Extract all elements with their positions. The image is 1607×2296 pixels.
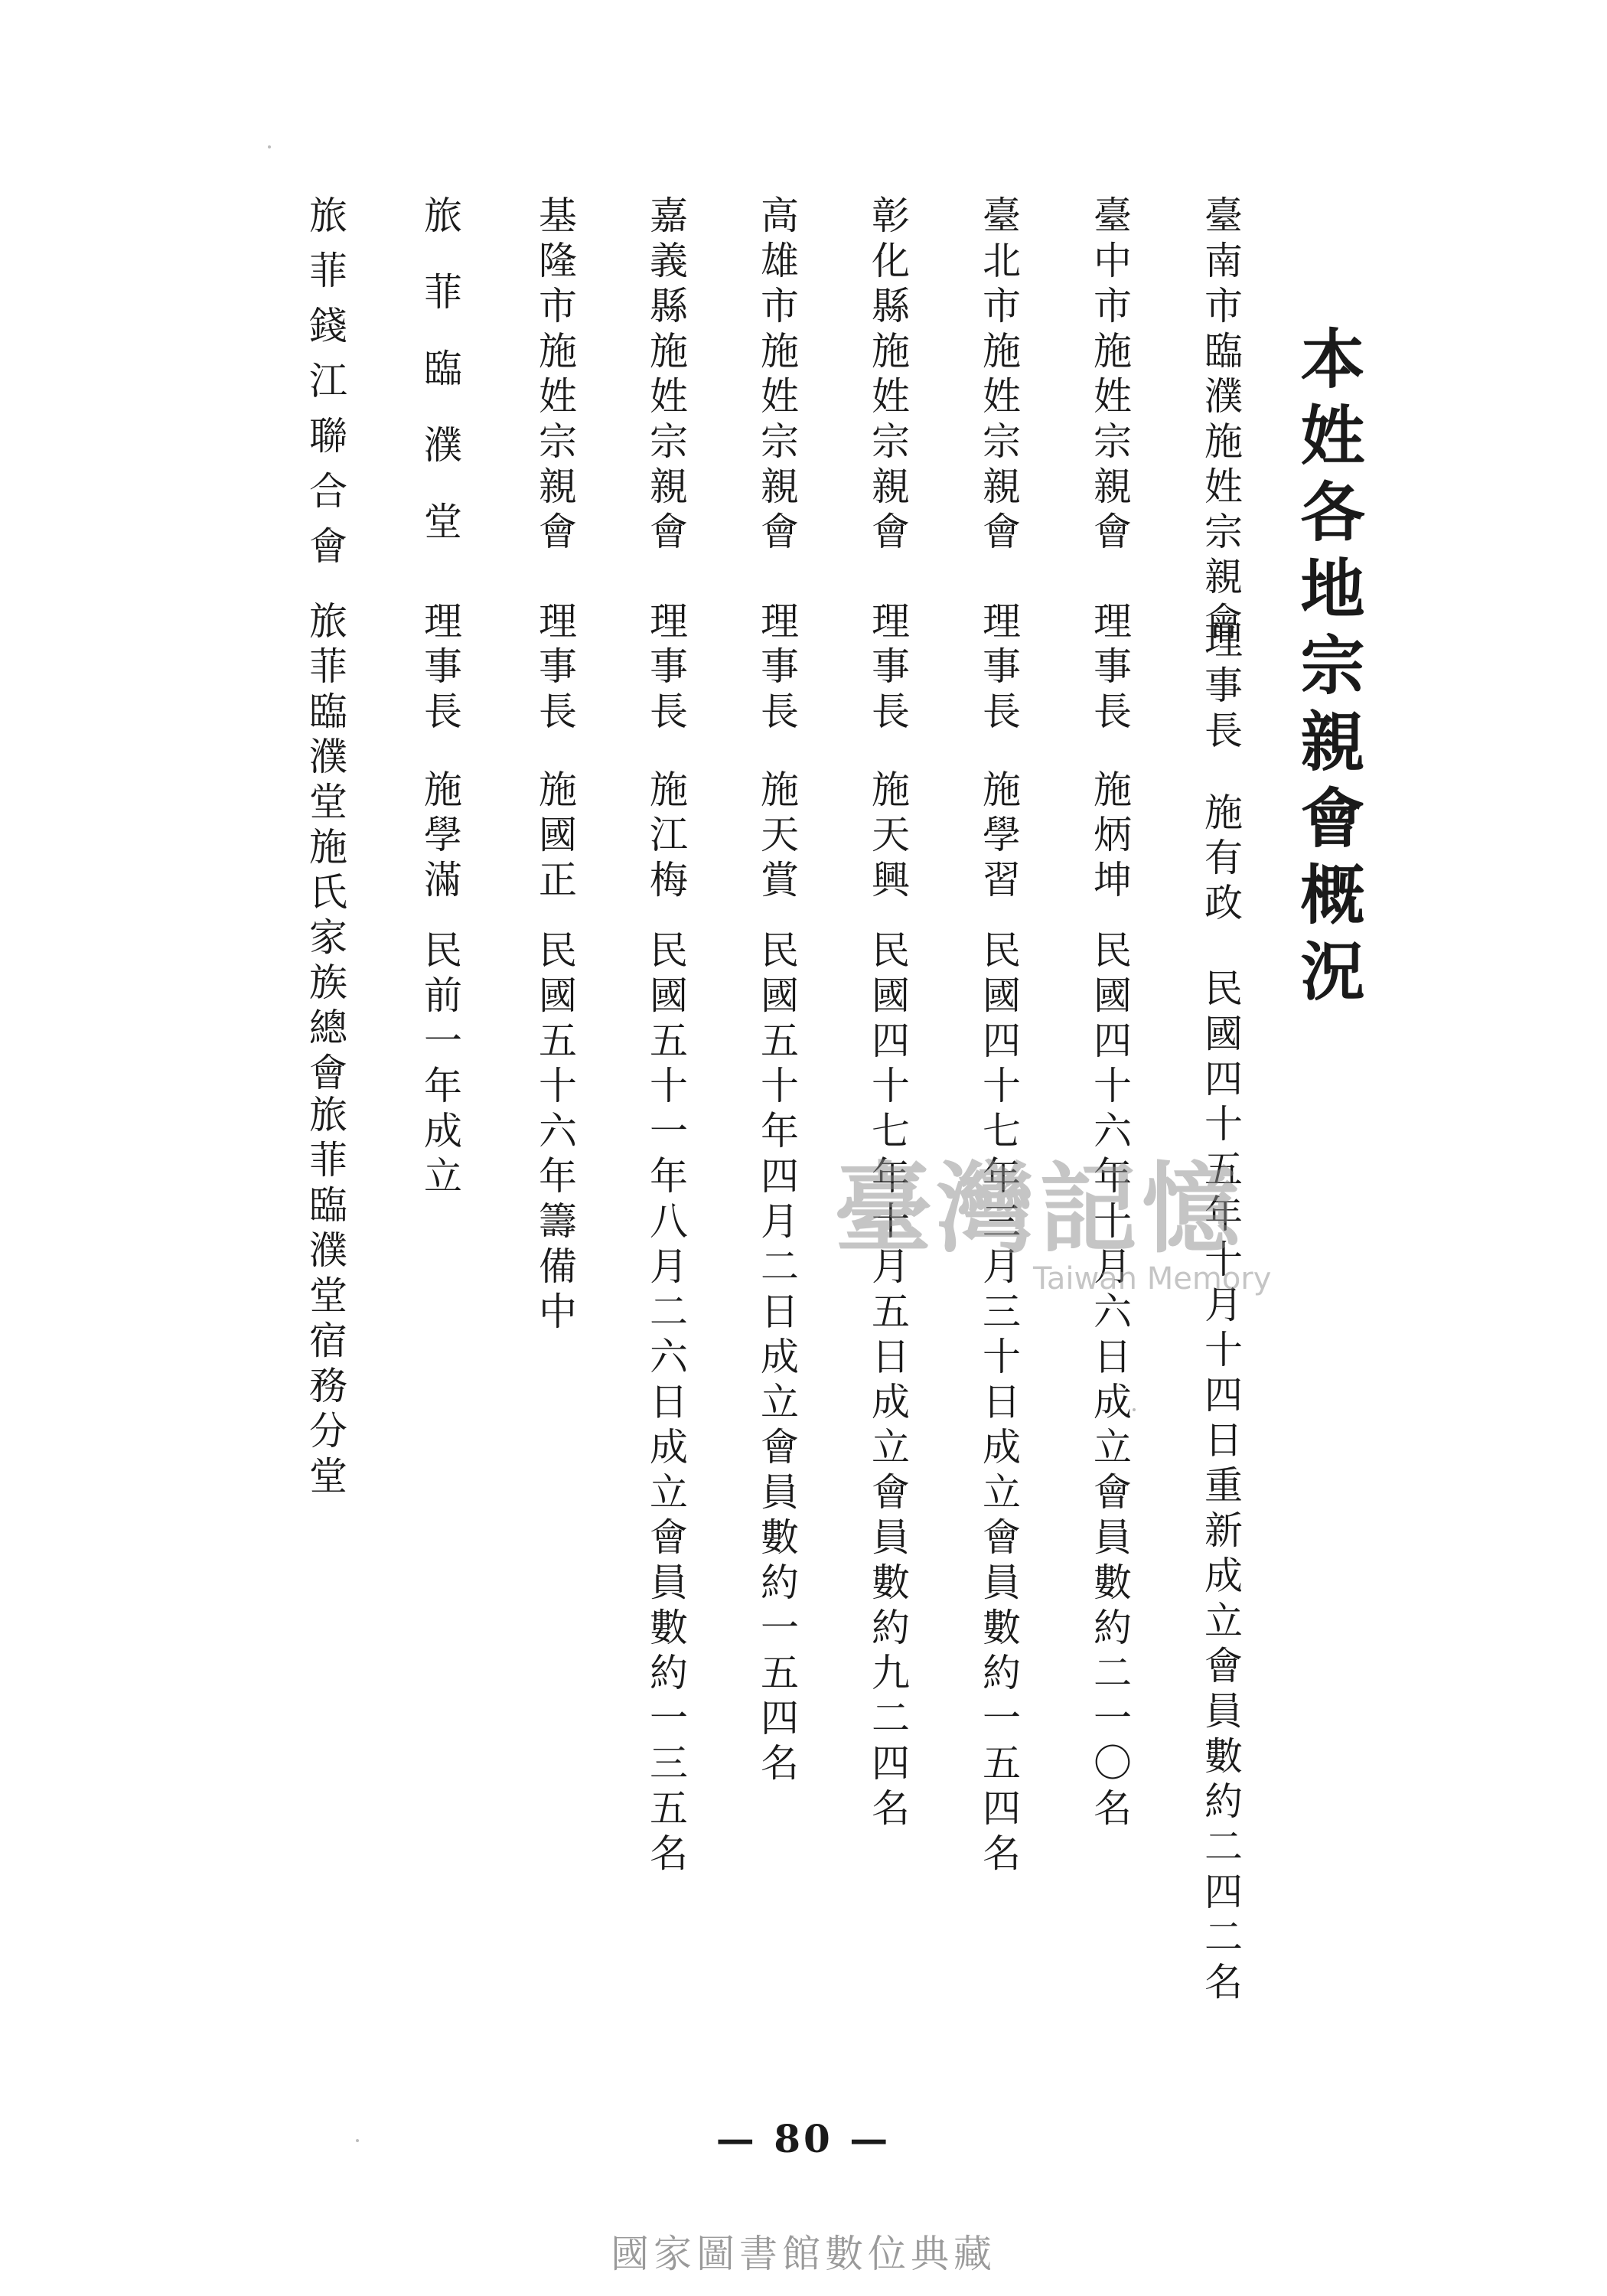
chairman-name: 施有政 — [1198, 792, 1243, 928]
role-label: 理事長 — [644, 601, 688, 736]
association-name: 彰化縣施姓宗親會 — [865, 195, 910, 556]
role-label: 理事長 — [533, 601, 577, 736]
scan-speck — [1133, 1408, 1136, 1411]
association-name: 基隆市施姓宗親會 — [533, 195, 577, 556]
association-detail: 民國五十年四月二日成立會員數約一五四名 — [755, 930, 799, 1788]
list-item — [302, 195, 348, 2078]
watermark-chinese: 臺灣記憶 — [834, 1152, 1245, 1267]
chairman-name: 施國正 — [533, 769, 577, 905]
role-label: 理事長 — [865, 601, 910, 736]
watermark — [834, 1152, 1309, 1296]
association-name: 旅菲臨濮堂 — [418, 195, 462, 578]
association-name: 臺中市施姓宗親會 — [1087, 195, 1132, 556]
chairman-name: 施天賞 — [755, 769, 799, 905]
list-item — [532, 195, 578, 2078]
role-label: 理事長 — [976, 601, 1021, 736]
association-name: 旅菲錢江聯合會 — [303, 195, 347, 581]
chairman-name: 施天興 — [865, 769, 910, 905]
list-item — [643, 195, 689, 2078]
list-item — [976, 195, 1022, 2078]
association-name: 嘉義縣施姓宗親會 — [644, 195, 688, 556]
chairman-name: 施學滿 — [418, 769, 462, 905]
association-name: 臺南市臨濮施姓宗親會 — [1198, 195, 1243, 647]
association-detail: 民國四十七年十月五日成立會員數約九二四名 — [865, 930, 910, 1833]
association-detail: 民國四十七年三月三十日成立會員數約一五四名 — [976, 930, 1021, 1878]
association-detail: 民國五十一年八月二六日成立會員數約一三五名 — [644, 930, 688, 1878]
association-detail: 民前一年成立 — [418, 930, 462, 1201]
list-item — [865, 195, 911, 2078]
role-label: 理事長 — [1087, 601, 1132, 736]
scan-speck — [356, 2139, 359, 2142]
scan-speck — [268, 145, 271, 148]
page-title: 本姓各地宗親會概況 — [1290, 325, 1366, 1014]
list-item — [754, 195, 800, 2078]
role-label: 理事長 — [755, 601, 799, 736]
chairman-name: 施江梅 — [644, 769, 688, 905]
footer-text: 國家圖書館數位典藏 — [611, 2232, 996, 2276]
chairman-name: 施炳坤 — [1087, 769, 1132, 905]
association-name: 臺北市施姓宗親會 — [976, 195, 1021, 556]
list-item — [1198, 195, 1244, 2078]
watermark-english: Taiwan Memory — [1033, 1261, 1272, 1296]
association-detail: 民國五十六年籌備中 — [533, 930, 577, 1336]
role-label: 理事長 — [418, 601, 462, 736]
list-item — [1087, 195, 1133, 2078]
association-detail: 民國四十五年十月十四日重新成立會員數約二四二名 — [1198, 968, 1243, 2007]
association-name: 高雄市施姓宗親會 — [755, 195, 799, 556]
association-branch: 旅菲臨濮堂宿務分堂 — [303, 1094, 347, 1501]
role-label: 理事長 — [1198, 620, 1243, 755]
chairman-name: 施學習 — [976, 769, 1021, 905]
association-org: 旅菲臨濮堂施氏家族總會 — [303, 601, 347, 1097]
page-number: — 80 — — [715, 2116, 892, 2161]
association-detail: 民國四十六年十月六日成立會員數約二一〇名 — [1087, 930, 1132, 1833]
list-item — [417, 195, 463, 2078]
